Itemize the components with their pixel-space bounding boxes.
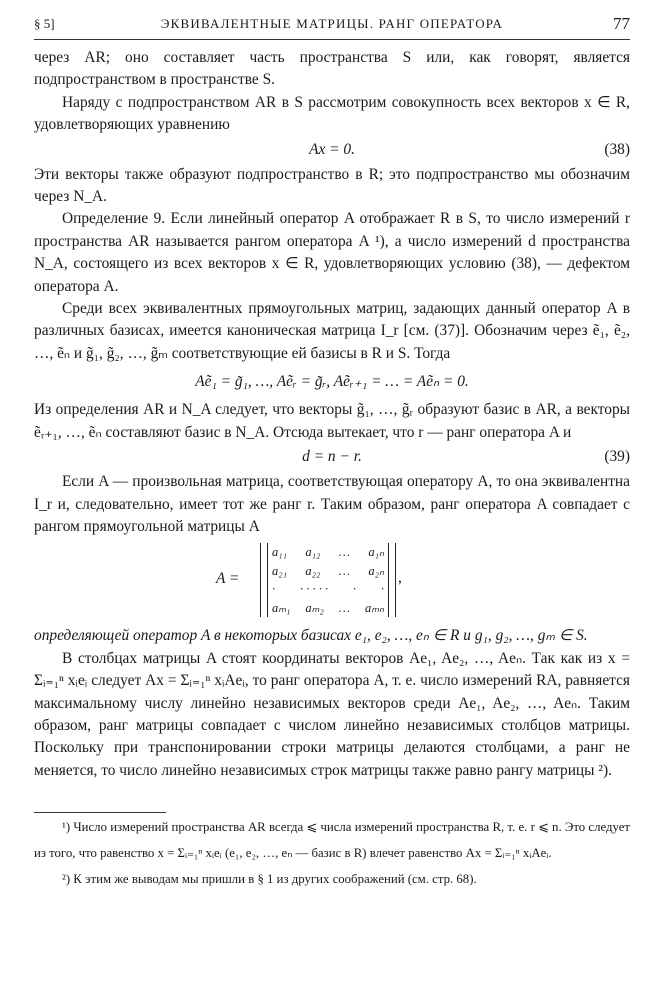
paragraph-8: определяющей оператор A в некоторых базисах e₁, e₂, …, eₙ ∈ R и g₁, g₂, …, gₘ ∈ S. bbox=[34, 627, 588, 645]
equation-38-formula: Ax = 0. bbox=[309, 140, 355, 158]
matrix-cell: a₁₂ bbox=[305, 545, 321, 560]
matrix-row bbox=[272, 580, 384, 599]
equation-39 bbox=[34, 444, 630, 471]
matrix-cell: aₘ₂ bbox=[305, 600, 324, 615]
page-number: 77 bbox=[613, 14, 630, 33]
equation-39-number: (39) bbox=[604, 448, 630, 466]
matrix-cell: aₘ₁ bbox=[272, 600, 291, 615]
matrix-cell: a₁ₙ bbox=[368, 545, 384, 560]
matrix-right-bars bbox=[388, 543, 396, 617]
footnotes bbox=[34, 814, 630, 892]
matrix-trailing-comma: , bbox=[398, 569, 402, 587]
matrix-cell: · · · · · bbox=[299, 582, 329, 597]
matrix-cell: aₘₙ bbox=[364, 600, 384, 615]
running-title: ЭКВИВАЛЕНТНЫЕ МАТРИЦЫ. РАНГ ОПЕРАТОРА bbox=[160, 16, 504, 31]
matrix-left-bars bbox=[260, 543, 268, 617]
matrix-cell: · bbox=[352, 582, 357, 597]
paragraph-9: В столбцах матрицы A стоят координаты векторов Ae₁, Ae₂, …, Aeₙ. Так как из x = Σᵢ₌₁ⁿ xᵢeᵢ следует Ax = Σᵢ₌₁ⁿ xᵢAeᵢ, то ранг оператора A, т. е. число измерений RA, равняется максимальному числу линейно независимых векторов среди Ae₁, Ae₂, …, Aeₙ. Таким образом, ранг матрицы совпадает с числом линейно независимых столбцов матрицы. Поскольку при транспонировании строки матрицы делаются столбцами, а ранг не меняется, то число линейно независимых строк матрицы также равно рангу матрицы ²). bbox=[34, 649, 630, 779]
matrix-cell: a₁₁ bbox=[272, 545, 287, 560]
header-rule bbox=[34, 39, 630, 40]
footnote-2: ²) К этим же выводам мы пришли в § 1 из других соображений (см. стр. 68). bbox=[62, 872, 477, 886]
equation-38-number: (38) bbox=[604, 140, 630, 158]
paragraph-2: Наряду с подпространством AR в S рассмотрим совокупность всех векторов x ∈ R, удовлетворяющих уравнению bbox=[34, 93, 630, 134]
matrix-cell: a₂ₙ bbox=[368, 563, 384, 578]
footnote-1: ¹) Число измерений пространства AR всегда ⩽ числа измерений пространства R, т. е. r ⩽ n. Это следует из того, что равенство x = Σᵢ₌₁ⁿ xᵢeᵢ (e₁, e₂, …, eₙ — базис в R) влечет равенство Ax = Σᵢ₌₁ⁿ xᵢAeᵢ. bbox=[34, 820, 630, 860]
matrix-display bbox=[34, 541, 630, 619]
paragraph-3: Эти векторы также образуют подпространство в R; это подпространство мы обозначим через N_A. bbox=[34, 165, 630, 206]
matrix-cell: a₂₁ bbox=[272, 563, 287, 578]
matrix-row bbox=[272, 562, 384, 581]
footnote-rule bbox=[34, 812, 166, 813]
matrix-lhs: A = bbox=[216, 570, 240, 588]
equation-basis bbox=[34, 365, 630, 399]
matrix-cell: … bbox=[338, 545, 350, 560]
matrix-entries bbox=[272, 543, 384, 617]
main-text bbox=[34, 47, 630, 782]
matrix-cell: · bbox=[272, 582, 276, 597]
matrix-row bbox=[272, 599, 384, 618]
equation-38 bbox=[34, 137, 630, 164]
matrix-cell: · bbox=[380, 582, 384, 597]
matrix-cell: … bbox=[338, 563, 350, 578]
paragraph-1: через AR; оно составляет часть пространства S или, как говорят, является подпространством в пространстве S. bbox=[34, 49, 630, 89]
running-header bbox=[34, 14, 630, 36]
paragraph-6: Из определения AR и N_A следует, что векторы g̃₁, …, g̃ᵣ образуют базис в AR, а векторы ẽᵣ₊₁, …, ẽₙ составляют базис в N_A. Отсюда вытекает, что r — ранг оператора A и bbox=[34, 401, 630, 441]
matrix-row bbox=[272, 543, 384, 562]
paragraph-7: Если A — произвольная матрица, соответствующая оператору A, то она эквивалентна I_r и, следовательно, имеет тот же ранг r. Таким образом, ранг оператора A совпадает с рангом прямоугольной матрицы A bbox=[34, 473, 630, 535]
equation-basis-formula: Aẽ₁ = g̃₁, …, Aẽᵣ = g̃ᵣ, Aẽᵣ₊₁ = … = Aẽₙ = 0. bbox=[195, 373, 469, 391]
section-marker: § 5] bbox=[34, 16, 55, 31]
equation-39-formula: d = n − r. bbox=[302, 448, 362, 466]
paragraph-5: Среди всех эквивалентных прямоугольных матриц, задающих данный оператор A в различных базисах, имеется каноническая матрица I_r [см. (37)]. Обозначим через ẽ₁, ẽ₂, …, ẽₙ и g̃₁, g̃₂, …, g̃ₘ соответствующие ей базисы в R и S. Тогда bbox=[34, 300, 630, 362]
matrix-cell: … bbox=[338, 600, 350, 615]
definition-9: Определение 9. Если линейный оператор A отображает R в S, то число измерений r пространства AR называется рангом оператора A ¹), а число измерений d пространства N_A, состоящего из всех векторов x ∈ R, удовлетворяющих условию (38), — дефектом оператора A. bbox=[34, 210, 630, 295]
matrix-cell: a₂₂ bbox=[305, 563, 321, 578]
